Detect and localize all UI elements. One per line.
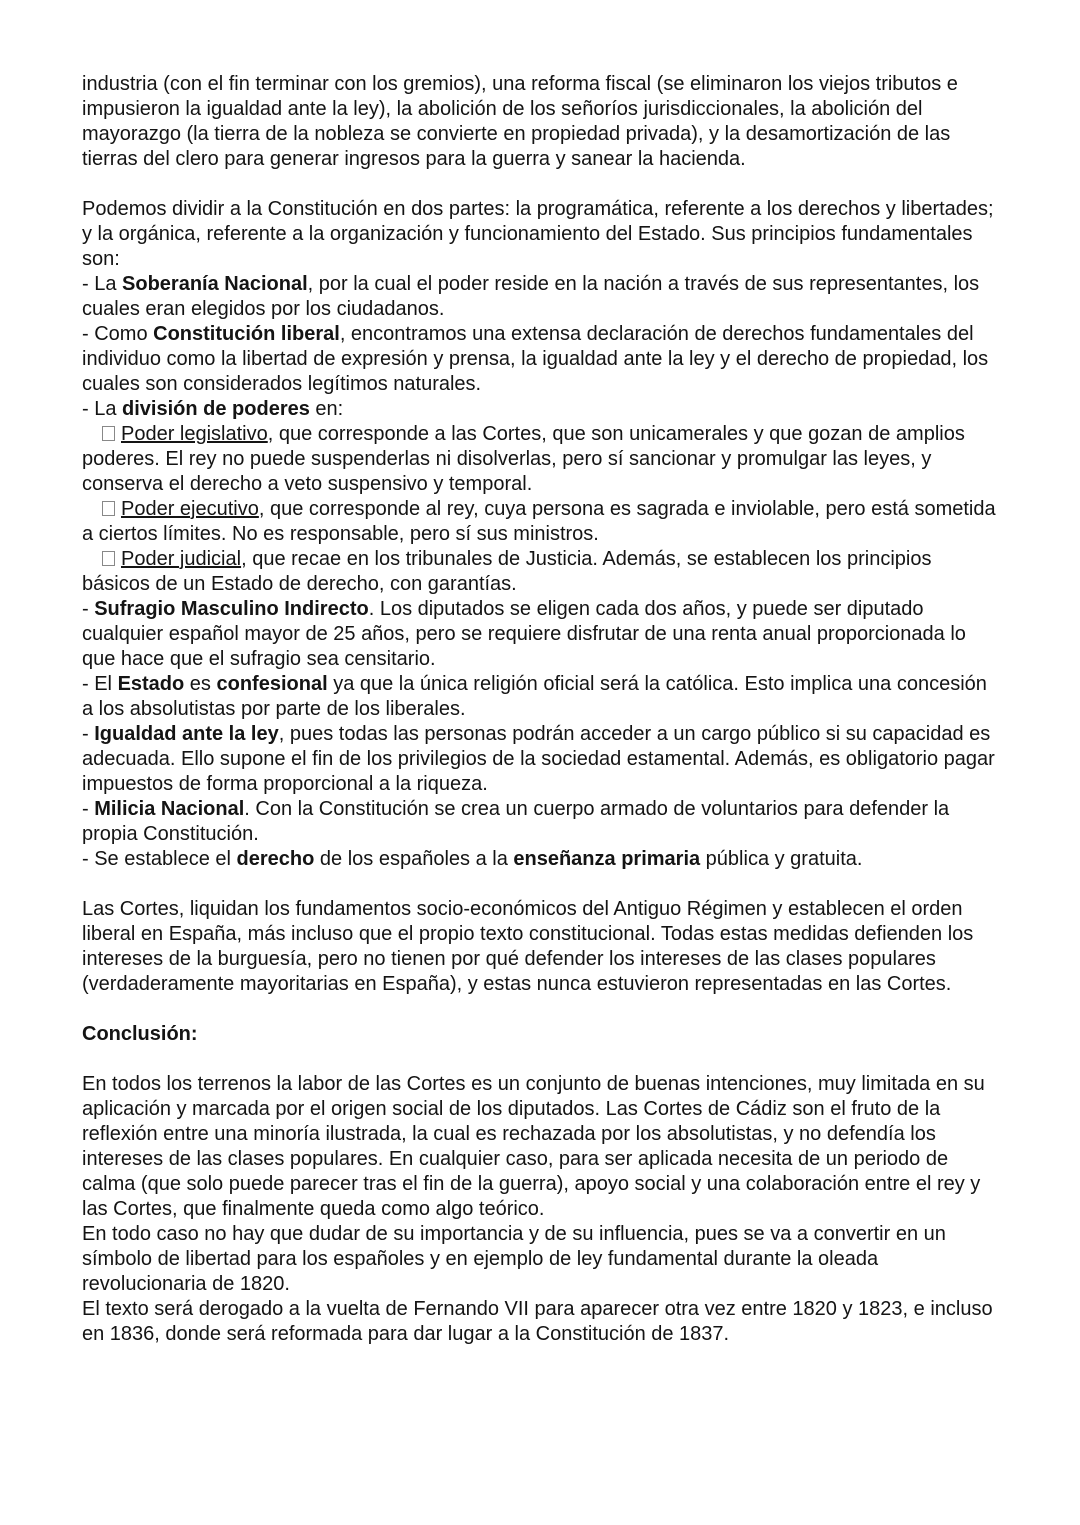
term-soberania: Soberanía Nacional xyxy=(122,273,308,295)
conclusion-heading: Conclusión: xyxy=(82,1023,198,1045)
spacer xyxy=(82,997,1002,1022)
term-confesional: confesional xyxy=(216,673,328,695)
checkbox-glyph-icon xyxy=(102,551,115,566)
cortes-paragraph: Las Cortes, liquidan los fundamentos socio-económicos del Antiguo Régimen y establecen el orden liberal en España, más incluso que el propio texto constitucional. Todas estas medidas defienden los intereses de la burguesía, pero no tienen por qué defender los intereses de las clases populares (verdaderamente mayoritarias en España), y estas nunca estuvieron representadas en las Cortes. xyxy=(82,898,974,995)
spacer xyxy=(82,172,1002,197)
spacer xyxy=(82,1047,1002,1072)
principle-ensenanza: - Se establece el derecho de los españoles a la enseñanza primaria pública y gratuita. xyxy=(82,848,863,870)
principle-sufragio: - Sufragio Masculino Indirecto. Los diputados se eligen cada dos años, y puede ser diputado cualquier español mayor de 25 años, pero se requiere disfrutar de una renta anual proporcionada lo que hace que el sufragio sea censitario. xyxy=(82,598,966,670)
intro-paragraph: industria (con el fin terminar con los gremios), una reforma fiscal (se eliminaron los viejos tributos e impusieron la igualdad ante la ley), la abolición de los señoríos jurisdiccionales, la abolición del mayorazgo (la tierra de la nobleza se convierte en propiedad privada), y la desamortización de las tierras del clero para generar ingresos para la guerra y sanear la hacienda. xyxy=(82,73,958,170)
checkbox-glyph-icon xyxy=(102,426,115,441)
principle-igualdad: - Igualdad ante la ley, pues todas las personas podrán acceder a un cargo público si su capacidad es adecuada. Ello supone el fin de los privilegios de la sociedad estamental. Además, es obligatorio pagar impuestos de forma proporcional a la riqueza. xyxy=(82,723,995,795)
checkbox-glyph-icon xyxy=(102,501,115,516)
conclusion-paragraph-1: En todos los terrenos la labor de las Cortes es un conjunto de buenas intenciones, muy limitada en su aplicación y marcada por el origen social de los diputados. Las Cortes de Cádiz son el fruto de la reflexión entre una minoría ilustrada, la cual es rechazada por los absolutistas, y no defendía los intereses de las clases populares. En cualquier caso, para ser aplicada necesita de un periodo de calma (que solo puede parecer tras el fin de la guerra), apoyo social y una colaboración entre el rey y las Cortes, que finalmente queda como algo teórico. xyxy=(82,1073,985,1220)
power-legislativo: Poder legislativo, que corresponde a las Cortes, que son unicamerales y que gozan de amplios poderes. El rey no puede suspenderlas ni disolverlas, pero sí sancionar y promulgar las leyes, y conserva el derecho a veto suspensivo y temporal. xyxy=(82,423,965,495)
term-sufragio: Sufragio Masculino Indirecto xyxy=(94,598,369,620)
term-judicial: Poder judicial xyxy=(121,548,242,570)
spacer xyxy=(82,872,1002,897)
document-page xyxy=(82,72,1002,1347)
term-derecho: derecho xyxy=(236,848,315,870)
principle-confesional: - El Estado es confesional ya que la única religión oficial será la católica. Esto implica una concesión a los absolutistas por parte de los liberales. xyxy=(82,673,987,720)
term-legislativo: Poder legislativo xyxy=(121,423,268,445)
principle-liberal: - Como Constitución liberal, encontramos una extensa declaración de derechos fundamentales del individuo como la libertad de expresión y prensa, la igualdad ante la ley y el derecho de propiedad, los cuales son considerados legítimos naturales. xyxy=(82,323,989,395)
principle-milicia: - Milicia Nacional. Con la Constitución se crea un cuerpo armado de voluntarios para defender la propia Constitución. xyxy=(82,798,950,845)
power-ejecutivo: Poder ejecutivo, que corresponde al rey, cuya persona es sagrada e inviolable, pero está sometida a ciertos límites. No es responsable, pero sí sus ministros. xyxy=(82,498,996,545)
term-ejecutivo: Poder ejecutivo xyxy=(121,498,259,520)
term-estado: Estado xyxy=(117,673,185,695)
division-paragraph: Podemos dividir a la Constitución en dos partes: la programática, referente a los derechos y libertades; y la orgánica, referente a la organización y funcionamiento del Estado. Sus principios fundamentales son: xyxy=(82,198,994,270)
principle-soberania: - La Soberanía Nacional, por la cual el poder reside en la nación a través de sus representantes, los cuales eran elegidos por los ciudadanos. xyxy=(82,273,980,320)
term-liberal: Constitución liberal xyxy=(153,323,340,345)
term-division-poderes: división de poderes xyxy=(122,398,310,420)
conclusion-paragraph-2: En todo caso no hay que dudar de su importancia y de su influencia, pues se va a convertir en un símbolo de libertad para los españoles y en ejemplo de ley fundamental durante la oleada revolucionaria de 1820. xyxy=(82,1223,946,1295)
conclusion-paragraph-3: El texto será derogado a la vuelta de Fernando VII para aparecer otra vez entre 1820 y 1823, e incluso en 1836, donde será reformada para dar lugar a la Constitución de 1837. xyxy=(82,1298,993,1345)
term-ensenanza: enseñanza primaria xyxy=(513,848,701,870)
term-igualdad: Igualdad ante la ley xyxy=(94,723,279,745)
term-milicia: Milicia Nacional xyxy=(94,798,245,820)
power-judicial: Poder judicial, que recae en los tribunales de Justicia. Además, se establecen los principios básicos de un Estado de derecho, con garantías. xyxy=(82,548,932,595)
principle-division-poderes: - La división de poderes en: xyxy=(82,398,344,420)
